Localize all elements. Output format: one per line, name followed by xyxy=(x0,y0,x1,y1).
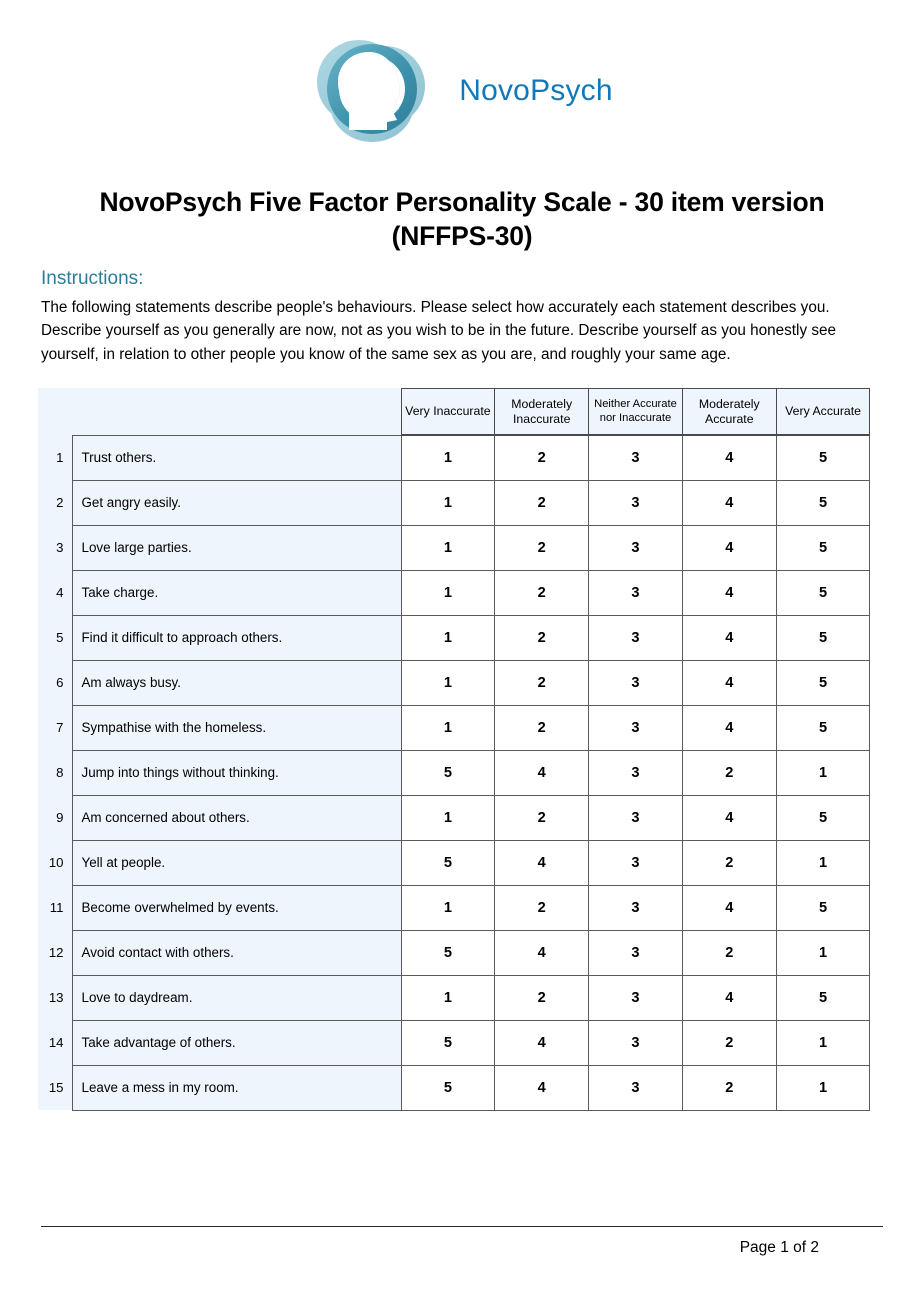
response-option-cell[interactable]: 4 xyxy=(495,840,589,885)
row-statement: Jump into things without thinking. xyxy=(72,750,401,795)
column-header-moderately-accurate: Moderately Accurate xyxy=(682,388,776,435)
row-number: 9 xyxy=(38,795,72,840)
page-footer xyxy=(41,1226,883,1257)
response-option-cell[interactable]: 1 xyxy=(776,840,870,885)
response-option-cell[interactable]: 4 xyxy=(682,435,776,480)
response-option-cell[interactable]: 2 xyxy=(495,480,589,525)
response-option-cell[interactable]: 3 xyxy=(589,885,683,930)
row-number: 13 xyxy=(38,975,72,1020)
row-number: 4 xyxy=(38,570,72,615)
survey-table-body xyxy=(38,435,870,1110)
response-option-cell[interactable]: 1 xyxy=(401,480,495,525)
instructions-heading: Instructions: xyxy=(41,267,144,289)
response-option-cell[interactable]: 3 xyxy=(589,1020,683,1065)
response-option-cell[interactable]: 1 xyxy=(401,705,495,750)
row-number: 1 xyxy=(38,435,72,480)
response-option-cell[interactable]: 5 xyxy=(776,975,870,1020)
response-option-cell[interactable]: 2 xyxy=(495,525,589,570)
response-option-cell[interactable]: 2 xyxy=(495,435,589,480)
row-number: 14 xyxy=(38,1020,72,1065)
row-statement: Get angry easily. xyxy=(72,480,401,525)
row-statement: Am concerned about others. xyxy=(72,795,401,840)
brand-header xyxy=(0,0,924,150)
table-row xyxy=(38,435,870,480)
response-option-cell[interactable]: 4 xyxy=(682,795,776,840)
table-row xyxy=(38,975,870,1020)
response-option-cell[interactable]: 1 xyxy=(776,1020,870,1065)
response-option-cell[interactable]: 5 xyxy=(401,750,495,795)
response-option-cell[interactable]: 3 xyxy=(589,615,683,660)
row-statement: Love large parties. xyxy=(72,525,401,570)
response-option-cell[interactable]: 1 xyxy=(776,930,870,975)
row-number: 15 xyxy=(38,1065,72,1110)
table-row xyxy=(38,705,870,750)
response-option-cell[interactable]: 3 xyxy=(589,525,683,570)
survey-table-wrapper xyxy=(38,388,870,1111)
response-option-cell[interactable]: 2 xyxy=(682,750,776,795)
response-option-cell[interactable]: 5 xyxy=(776,615,870,660)
response-option-cell[interactable]: 1 xyxy=(776,1065,870,1110)
row-statement: Trust others. xyxy=(72,435,401,480)
response-option-cell[interactable]: 3 xyxy=(589,975,683,1020)
response-option-cell[interactable]: 5 xyxy=(776,705,870,750)
column-header-very-inaccurate: Very Inaccurate xyxy=(401,388,495,435)
row-number: 3 xyxy=(38,525,72,570)
response-option-cell[interactable]: 5 xyxy=(401,840,495,885)
table-row xyxy=(38,615,870,660)
response-option-cell[interactable]: 3 xyxy=(589,930,683,975)
header-spacer-statement xyxy=(72,388,401,435)
response-option-cell[interactable]: 2 xyxy=(495,705,589,750)
table-row xyxy=(38,930,870,975)
survey-table xyxy=(38,388,870,1111)
table-row xyxy=(38,750,870,795)
response-option-cell[interactable]: 4 xyxy=(682,480,776,525)
response-option-cell[interactable]: 1 xyxy=(401,975,495,1020)
column-header-very-accurate: Very Accurate xyxy=(776,388,870,435)
response-option-cell[interactable]: 1 xyxy=(401,525,495,570)
response-option-cell[interactable]: 3 xyxy=(589,705,683,750)
response-option-cell[interactable]: 4 xyxy=(682,705,776,750)
row-number: 8 xyxy=(38,750,72,795)
response-option-cell[interactable]: 5 xyxy=(776,660,870,705)
table-row xyxy=(38,570,870,615)
response-option-cell[interactable]: 2 xyxy=(682,840,776,885)
brand-name: NovoPsych xyxy=(459,74,613,107)
response-option-cell[interactable]: 3 xyxy=(589,840,683,885)
row-statement: Take advantage of others. xyxy=(72,1020,401,1065)
response-option-cell[interactable]: 2 xyxy=(495,885,589,930)
response-option-cell[interactable]: 1 xyxy=(401,885,495,930)
response-option-cell[interactable]: 4 xyxy=(495,1020,589,1065)
table-row xyxy=(38,525,870,570)
response-option-cell[interactable]: 1 xyxy=(401,615,495,660)
response-option-cell[interactable]: 3 xyxy=(589,1065,683,1110)
response-option-cell[interactable]: 3 xyxy=(589,660,683,705)
response-option-cell[interactable]: 3 xyxy=(589,795,683,840)
row-statement: Leave a mess in my room. xyxy=(72,1065,401,1110)
response-option-cell[interactable]: 5 xyxy=(776,480,870,525)
table-row xyxy=(38,1020,870,1065)
response-option-cell[interactable]: 4 xyxy=(495,1065,589,1110)
row-number: 11 xyxy=(38,885,72,930)
column-header-neither: Neither Accurate nor Inaccurate xyxy=(589,388,683,435)
response-option-cell[interactable]: 5 xyxy=(401,1020,495,1065)
response-option-cell[interactable]: 4 xyxy=(682,975,776,1020)
response-option-cell[interactable]: 3 xyxy=(589,570,683,615)
response-option-cell[interactable]: 2 xyxy=(682,1020,776,1065)
response-option-cell[interactable]: 4 xyxy=(682,615,776,660)
response-option-cell[interactable]: 2 xyxy=(495,975,589,1020)
instructions-body: The following statements describe people's behaviours. Please select how accurately each statement describes you. Describe yourself as you generally are now, not as you wish to be in the future. Describe yourself as you honestly see yourself, in relation to other people you know of the same sex as you are, and roughly your same age. xyxy=(41,298,837,363)
row-number: 5 xyxy=(38,615,72,660)
response-option-cell[interactable]: 2 xyxy=(682,930,776,975)
response-option-cell[interactable]: 3 xyxy=(589,750,683,795)
response-option-cell[interactable]: 2 xyxy=(682,1065,776,1110)
response-option-cell[interactable]: 4 xyxy=(495,930,589,975)
row-statement: Avoid contact with others. xyxy=(72,930,401,975)
response-option-cell[interactable]: 5 xyxy=(776,525,870,570)
response-option-cell[interactable]: 1 xyxy=(401,660,495,705)
table-row xyxy=(38,885,870,930)
response-option-cell[interactable]: 1 xyxy=(401,795,495,840)
response-option-cell[interactable]: 2 xyxy=(495,570,589,615)
table-header-row xyxy=(38,388,870,435)
response-option-cell[interactable]: 4 xyxy=(682,885,776,930)
row-statement: Find it difficult to approach others. xyxy=(72,615,401,660)
response-option-cell[interactable]: 5 xyxy=(401,1065,495,1110)
response-option-cell[interactable]: 5 xyxy=(776,885,870,930)
page-number-label: Page 1 of 2 xyxy=(739,1239,819,1256)
response-option-cell[interactable]: 3 xyxy=(589,435,683,480)
response-option-cell[interactable]: 1 xyxy=(401,435,495,480)
row-statement: Become overwhelmed by events. xyxy=(72,885,401,930)
row-number: 10 xyxy=(38,840,72,885)
row-statement: Am always busy. xyxy=(72,660,401,705)
response-option-cell[interactable]: 5 xyxy=(401,930,495,975)
response-option-cell[interactable]: 5 xyxy=(776,435,870,480)
response-option-cell[interactable]: 5 xyxy=(776,570,870,615)
table-row xyxy=(38,795,870,840)
response-option-cell[interactable]: 2 xyxy=(495,660,589,705)
page-title: NovoPsych Five Factor Personality Scale - 30 item version (NFFPS-30) xyxy=(99,187,825,251)
table-row xyxy=(38,480,870,525)
table-row xyxy=(38,660,870,705)
row-number: 7 xyxy=(38,705,72,750)
row-number: 12 xyxy=(38,930,72,975)
response-option-cell[interactable]: 1 xyxy=(776,750,870,795)
response-option-cell[interactable]: 5 xyxy=(776,795,870,840)
response-option-cell[interactable]: 4 xyxy=(682,570,776,615)
response-option-cell[interactable]: 2 xyxy=(495,615,589,660)
table-row xyxy=(38,1065,870,1110)
header-spacer-number xyxy=(38,388,72,435)
footer-divider xyxy=(41,1226,883,1227)
row-statement: Love to daydream. xyxy=(72,975,401,1020)
row-statement: Yell at people. xyxy=(72,840,401,885)
response-option-cell[interactable]: 3 xyxy=(589,480,683,525)
novopsych-head-circle-logo-icon xyxy=(311,30,433,152)
row-number: 6 xyxy=(38,660,72,705)
response-option-cell[interactable]: 1 xyxy=(401,570,495,615)
row-statement: Take charge. xyxy=(72,570,401,615)
column-header-moderately-inaccurate: Moderately Inaccurate xyxy=(495,388,589,435)
response-option-cell[interactable]: 4 xyxy=(682,660,776,705)
row-statement: Sympathise with the homeless. xyxy=(72,705,401,750)
row-number: 2 xyxy=(38,480,72,525)
response-option-cell[interactable]: 4 xyxy=(682,525,776,570)
response-option-cell[interactable]: 2 xyxy=(495,795,589,840)
response-option-cell[interactable]: 4 xyxy=(495,750,589,795)
table-row xyxy=(38,840,870,885)
